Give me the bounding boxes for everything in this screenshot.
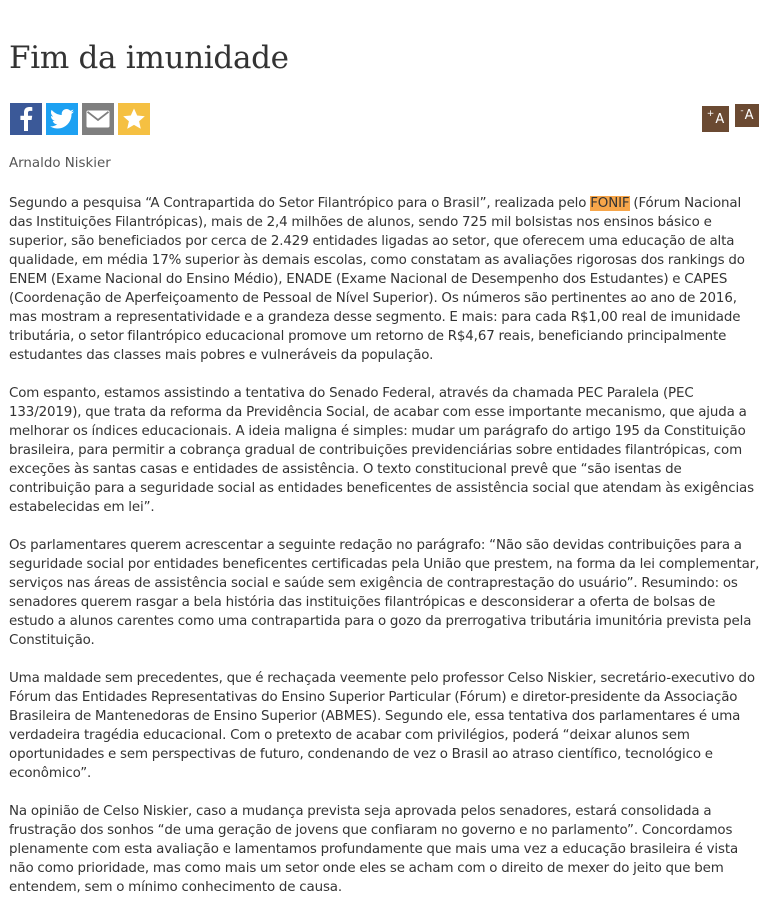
paragraph-2: Com espanto, estamos assistindo a tentativa do Senado Federal, através da chamada PEC Paralela (PEC 133/2019), que trata da reforma da Previdência Social, de acabar com esse importante mecanismo, que ajuda a melhorar os índices educacionais. A ideia maligna é simples: mudar um parágrafo do artigo 195 da Constituição brasileira, para permitir a cobrança gradual de contribuições previdenciárias sobre entidades filantrópicas, com exceções às santas casas e entidades de assistência. O texto constitucional prevê que “são isentas de contribuição para a seguridade social as entidades beneficentes de assistência social que atendam às exigências estabelecidas em lei”. bbox=[9, 386, 754, 515]
article-title: Fim da imunidade bbox=[9, 40, 289, 76]
article-author: Arnaldo Niskier bbox=[9, 156, 111, 171]
increase-font-button[interactable] bbox=[702, 106, 729, 132]
font-letter: A bbox=[744, 108, 754, 123]
share-bar bbox=[10, 103, 150, 135]
font-letter: A bbox=[715, 111, 725, 127]
paragraph-4: Uma maldade sem precedentes, que é rechaçada veemente pelo professor Celso Niskier, secretário-executivo do Fórum das Entidades Representativas do Ensino Superior Particular (Fórum) e diretor-presidente da Associação Brasileira de Mantenedoras de Ensino Superior (ABMES). Segundo ele, essa tentativa dos parlamentares é uma verdadeira tragédia educacional. Com o pretexto de acabar com privilégios, poderá “deixar alunos sem oportunidades e sem perspectivas de futuro, condenando de vez o Brasil ao atraso científico, tecnológico e econômico”. bbox=[9, 671, 755, 781]
decrease-font-button[interactable] bbox=[735, 104, 759, 127]
email-share-button[interactable] bbox=[82, 103, 114, 135]
paragraph-3: Os parlamentares querem acrescentar a seguinte redação no parágrafo: “Não são devidas contribuições para a seguridade social por entidades beneficentes certificadas pela União que prestem, na forma da lei complementar, serviços nas áreas de assistência social e saúde sem exigência de contraprestação do usuário”. Resumindo: os senadores querem rasgar a bela história das instituições filantrópicas e desconsiderar a oferta de bolsas de estudo a alunos carentes como uma contrapartida para o gozo da prerrogativa tributária imunitória prevista pela Constituição. bbox=[9, 538, 760, 648]
minus-symbol: - bbox=[740, 105, 744, 116]
mail-icon bbox=[86, 110, 110, 128]
favorite-button[interactable] bbox=[118, 103, 150, 135]
paragraph-5: Na opinião de Celso Niskier, caso a mudança prevista seja aprovada pelos senadores, estará consolidada a frustração dos sonhos “de uma geração de jovens que confiaram no governo e no parlamento”. Concordamos plenamente com esta avaliação e lamentamos profundamente que mais uma vez a educação brasileira é vista não como prioridade, mas como mais um setor onde eles se acham com o direito de mexer do jeito que bem entendem, sem o mínimo conhecimento de causa. bbox=[9, 804, 739, 895]
facebook-icon bbox=[19, 107, 33, 131]
article-body bbox=[9, 194, 761, 916]
twitter-share-button[interactable] bbox=[46, 103, 78, 135]
facebook-share-button[interactable] bbox=[10, 103, 42, 135]
paragraph-1-end: (Fórum Nacional das Instituições Filantrópicas), mais de 2,4 milhões de alunos, sendo 725 mil bolsistas nos ensinos básico e superior, são beneficiados por cerca de 2.429 entidades ligadas ao setor, que oferecem uma educação de alta qualidade, em média 17% superior às demais escolas, como constatam as avaliações rigorosas dos rankings do ENEM (Exame Nacional do Ensino Médio), ENADE (Exame Nacional de Desempenho dos Estudantes) e CAPES (Coordenação de Aperfeiçoamento de Pessoal de Nível Superior). Os números são pertinentes ao ano de 2016, mas mostram a representatividade e a grandeza desse segmento. E mais: para cada R$1,00 real de imunidade tributária, o setor filantrópico educacional promove um retorno de R$4,67 reais, beneficiando principalmente estudantes das classes mais pobres e vulneráveis da população. bbox=[9, 196, 745, 363]
plus-symbol: + bbox=[706, 109, 715, 119]
star-icon bbox=[122, 107, 146, 131]
font-size-controls bbox=[702, 104, 759, 132]
paragraph-1 bbox=[9, 194, 761, 365]
paragraph-1-start: Segundo a pesquisa “A Contrapartida do Setor Filantrópico para o Brasil”, realizada pelo bbox=[9, 196, 591, 211]
twitter-icon bbox=[50, 109, 74, 129]
highlighted-term: FONIF bbox=[590, 196, 630, 211]
